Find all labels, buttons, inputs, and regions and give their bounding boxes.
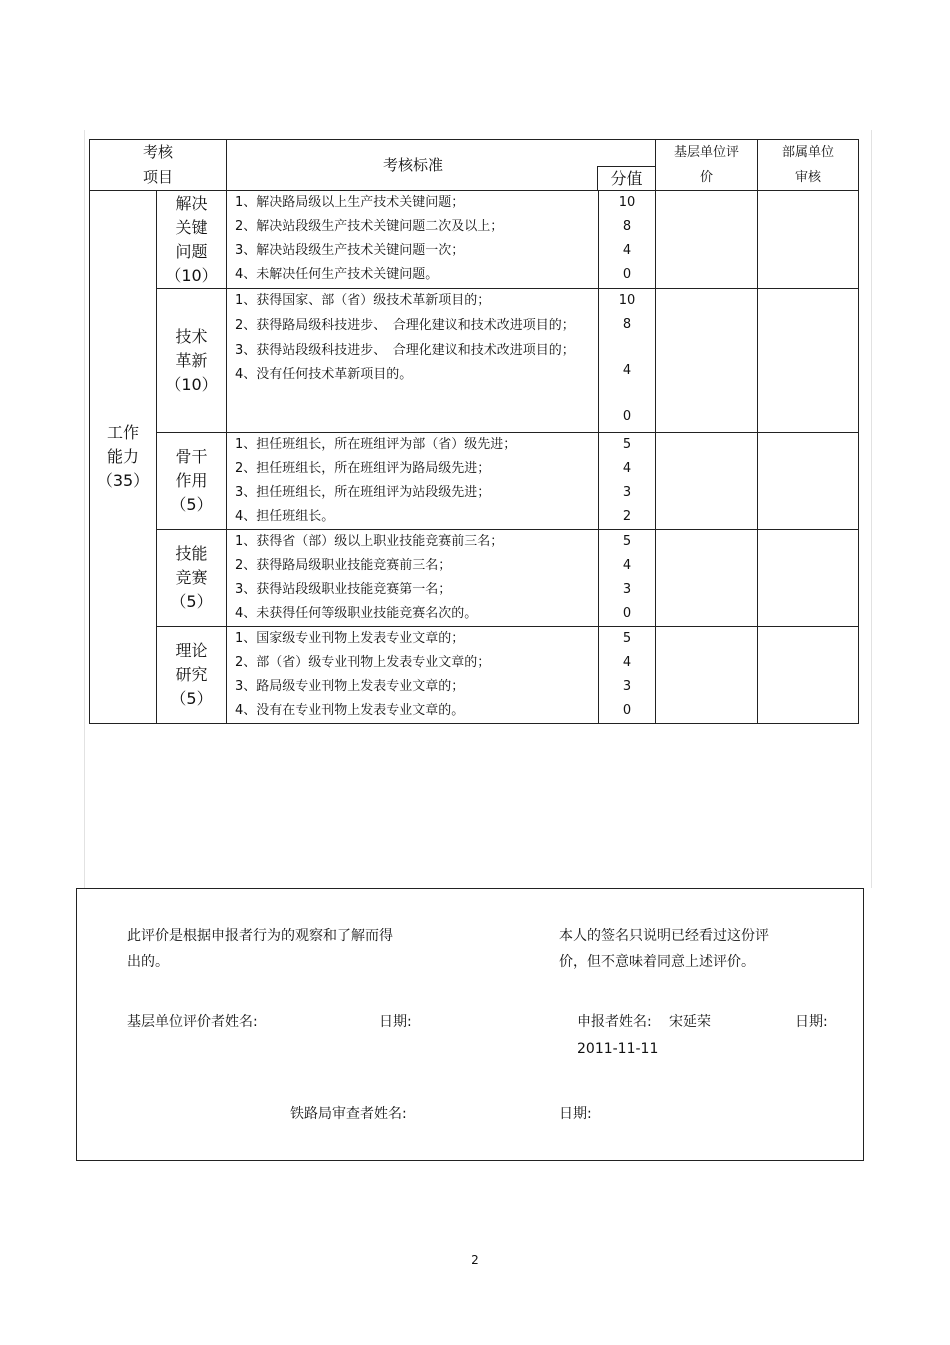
group-name: 理论 研究 （5） (157, 627, 227, 724)
group-scores (599, 433, 656, 530)
criterion-text: 4、未获得任何等级职业技能竞赛名次的。 (235, 606, 478, 621)
criterion-text: 1、担任班组长，所在班组评为部（省）级先进； (235, 437, 517, 452)
score-value: 4 (622, 558, 632, 573)
dept-unit-cell[interactable] (758, 433, 859, 530)
table-row (90, 433, 859, 530)
category-work-ability: 工作 能力 （35） (90, 191, 157, 724)
criterion-text: 3、路局级专业刊物上发表专业文章的； (235, 679, 465, 694)
basic-unit-cell[interactable] (656, 530, 758, 627)
score-value: 3 (622, 679, 632, 694)
criterion-text: 4、未解决任何生产技术关键问题。 (235, 267, 439, 282)
criterion-text: 2、获得路局级职业技能竞赛前三名； (235, 558, 452, 573)
group-criteria (227, 627, 599, 724)
table-row (90, 530, 859, 627)
score-value: 4 (622, 461, 632, 476)
criterion-text: 2、担任班组长，所在班组评为路局级先进； (235, 461, 491, 476)
dept-unit-cell[interactable] (758, 530, 859, 627)
group-scores (599, 289, 656, 433)
group-criteria (227, 530, 599, 627)
group-name: 骨干 作用 （5） (157, 433, 227, 530)
criterion-text: 3、解决站段级生产技术关键问题一次； (235, 243, 465, 258)
dept-unit-cell[interactable] (758, 627, 859, 724)
score-value: 3 (622, 485, 632, 500)
criterion-text: 3、担任班组长，所在班组评为站段级先进； (235, 485, 491, 500)
page-number: 2 (471, 1253, 479, 1267)
basic-evaluator-label: 基层单位评价者姓名: (127, 1014, 258, 1030)
left-statement: 此评价是根据申报者行为的观察和了解而得 出的。 (127, 928, 393, 970)
group-scores (599, 191, 656, 289)
score-value: 8 (622, 317, 632, 332)
group-name: 技术 革新 （10） (157, 289, 227, 433)
score-value: 3 (622, 582, 632, 597)
criterion-text: 1、国家级专业刊物上发表专业文章的； (235, 631, 465, 646)
score-value: 10 (618, 195, 636, 210)
criterion-text: 2、解决站段级生产技术关键问题二次及以上； (235, 219, 504, 234)
score-value: 4 (622, 363, 632, 378)
table-row (90, 289, 859, 433)
applicant-name: 宋延荣 (669, 1014, 711, 1030)
criterion-text: 2、获得路局级科技进步、 合理化建议和技术改进项目的； (235, 318, 575, 333)
score-value: 10 (618, 293, 636, 308)
evaluation-table (89, 139, 859, 724)
score-value: 0 (622, 267, 632, 282)
header-basic-unit: 基层单位评 价 (656, 140, 758, 191)
group-scores (599, 530, 656, 627)
page-edge-left (84, 130, 85, 888)
header-dept-unit: 部属单位 审核 (758, 140, 859, 191)
basic-unit-cell[interactable] (656, 627, 758, 724)
dept-unit-cell[interactable] (758, 191, 859, 289)
right-statement: 本人的签名只说明已经看过这份评 价，但不意味着同意上述评价。 (559, 928, 769, 970)
date-label: 日期: (795, 1014, 828, 1030)
table-row (90, 627, 859, 724)
header-standard-label: 考核标准 (383, 156, 444, 174)
applicant-date: 2011-11-11 (577, 1041, 659, 1057)
criterion-text: 2、部（省）级专业刊物上发表专业文章的； (235, 655, 491, 670)
score-value: 0 (622, 606, 632, 621)
header-score-label: 分值 (597, 166, 655, 190)
score-value: 5 (622, 437, 632, 452)
criterion-text: 4、没有任何技术革新项目的。 (235, 367, 413, 382)
group-name: 解决 关键 问题 （10） (157, 191, 227, 289)
group-criteria (227, 433, 599, 530)
date-label: 日期: (559, 1106, 592, 1122)
table-row (90, 191, 859, 289)
criterion-text: 1、获得国家、部（省）级技术革新项目的； (235, 293, 491, 308)
header-item: 考核 项目 (90, 140, 227, 191)
score-value: 4 (622, 243, 632, 258)
criterion-text: 4、担任班组长。 (235, 509, 335, 524)
criterion-text: 1、解决路局级以上生产技术关键问题； (235, 195, 465, 210)
date-label: 日期: (379, 1014, 412, 1030)
score-value: 5 (622, 631, 632, 646)
score-value: 4 (622, 655, 632, 670)
group-scores (599, 627, 656, 724)
criterion-text: 4、没有在专业刊物上发表专业文章的。 (235, 703, 465, 718)
basic-unit-cell[interactable] (656, 433, 758, 530)
page-edge-right (871, 130, 872, 888)
basic-unit-cell[interactable] (656, 289, 758, 433)
score-value: 5 (622, 534, 632, 549)
criterion-text: 1、获得省（部）级以上职业技能竞赛前三名； (235, 534, 504, 549)
group-criteria (227, 191, 599, 289)
score-value: 8 (622, 219, 632, 234)
basic-unit-cell[interactable] (656, 191, 758, 289)
criterion-text: 3、获得站段级职业技能竞赛第一名； (235, 582, 452, 597)
score-value: 0 (622, 703, 632, 718)
criterion-text: 3、获得站段级科技进步、 合理化建议和技术改进项目的； (235, 343, 575, 358)
score-value: 2 (622, 509, 632, 524)
group-criteria (227, 289, 599, 433)
signature-box (76, 888, 864, 1161)
score-value: 0 (622, 409, 632, 424)
group-name: 技能 竞赛 （5） (157, 530, 227, 627)
applicant-label: 申报者姓名: (577, 1014, 652, 1030)
dept-unit-cell[interactable] (758, 289, 859, 433)
bureau-reviewer-label: 铁路局审查者姓名: (290, 1106, 407, 1122)
header-standard (227, 140, 656, 191)
